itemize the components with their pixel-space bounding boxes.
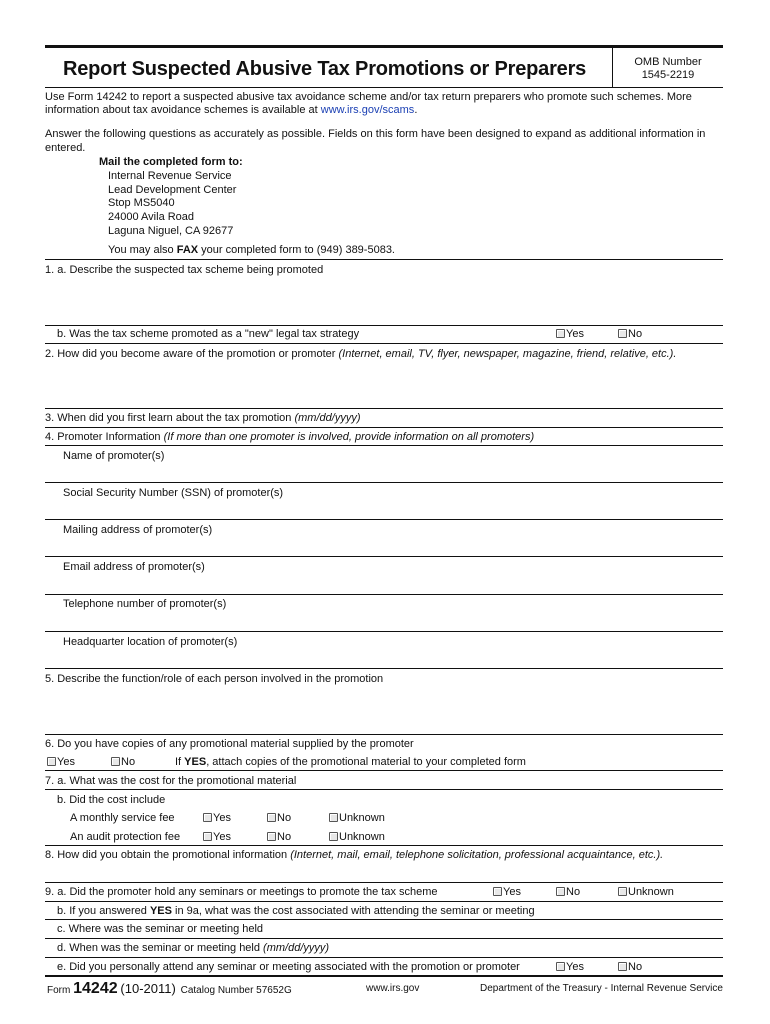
monthly-fee-label: A monthly service fee <box>70 812 175 824</box>
divider <box>45 259 723 260</box>
checkbox-icon[interactable] <box>111 757 120 766</box>
option-label: Yes <box>213 812 231 824</box>
q6-yes-option[interactable] <box>47 756 75 768</box>
checkbox-icon[interactable] <box>203 832 212 841</box>
checkbox-icon[interactable] <box>203 813 212 822</box>
checkbox-icon[interactable] <box>556 887 565 896</box>
answer-line[interactable] <box>45 556 723 557</box>
fax-prefix: You may also <box>108 244 177 256</box>
instructions-line-2: entered. <box>45 142 86 154</box>
answer-line[interactable] <box>45 631 723 632</box>
promoter-hq-label: Headquarter location of promoter(s) <box>63 636 238 648</box>
q6-no-option[interactable] <box>111 756 135 768</box>
checkbox-icon[interactable] <box>618 329 627 338</box>
option-label: Unknown <box>628 886 674 898</box>
audit-fee-label: An audit protection fee <box>70 831 181 843</box>
q8-label <box>45 849 663 863</box>
intro-line-2 <box>45 104 417 118</box>
divider <box>45 845 723 846</box>
omb-number: 1545-2219 <box>641 69 695 81</box>
option-label: Unknown <box>339 831 385 843</box>
option-label: Yes <box>57 756 75 768</box>
q6-if: If <box>175 756 185 768</box>
footer-department: Department of the Treasury - Internal Revenue Service <box>480 983 723 994</box>
form-revision: (10-2011) <box>120 981 176 996</box>
divider <box>45 770 723 771</box>
omb-label: OMB Number <box>634 56 702 68</box>
q9e-no-option[interactable] <box>618 961 642 973</box>
checkbox-icon[interactable] <box>556 962 565 971</box>
answer-line[interactable] <box>45 519 723 520</box>
q6-if-rest: , attach copies of the promotional material to your completed form <box>206 756 526 768</box>
promoter-email-label: Email address of promoter(s) <box>63 561 205 573</box>
q6-label: 6. Do you have copies of any promotional material supplied by the promoter <box>45 738 414 750</box>
promoter-address-label: Mailing address of promoter(s) <box>63 524 213 536</box>
option-label: No <box>277 831 292 843</box>
q9a-no-option[interactable] <box>556 886 580 898</box>
option-label: Yes <box>566 328 584 340</box>
q4-text: 4. Promoter Information <box>45 431 164 443</box>
scams-link[interactable]: www.irs.gov/scams <box>320 104 415 116</box>
checkbox-icon[interactable] <box>329 813 338 822</box>
answer-line[interactable] <box>45 668 723 669</box>
divider <box>45 901 723 902</box>
option-label: Yes <box>213 831 231 843</box>
monthly-fee-no-option[interactable] <box>267 812 291 824</box>
answer-line[interactable] <box>45 408 723 409</box>
option-label: No <box>277 812 292 824</box>
q9b-rest: in 9a, what was the cost associated with attending the seminar or meeting <box>171 905 535 917</box>
q1b-no-option[interactable] <box>618 328 642 340</box>
fax-suffix: your completed form to (949) 389-5083. <box>198 244 395 256</box>
q3-label <box>45 412 360 426</box>
q9a-unknown-option[interactable] <box>618 886 674 898</box>
checkbox-icon[interactable] <box>556 329 565 338</box>
monthly-fee-unknown-option[interactable] <box>329 812 385 824</box>
divider <box>45 445 723 446</box>
checkbox-icon[interactable] <box>267 832 276 841</box>
address-line: Lead Development Center <box>108 184 237 196</box>
answer-line[interactable] <box>45 919 723 920</box>
answer-line[interactable] <box>45 882 723 883</box>
checkbox-icon[interactable] <box>493 887 502 896</box>
option-label: Unknown <box>339 812 385 824</box>
q9e-label: e. Did you personally attend any seminar or meeting associated with the promotion or promoter <box>57 961 520 973</box>
answer-line[interactable] <box>45 938 723 939</box>
form-number: 14242 <box>73 980 118 997</box>
q9e-yes-option[interactable] <box>556 961 584 973</box>
address-line: Laguna Niguel, CA 92677 <box>108 225 234 237</box>
checkbox-icon[interactable] <box>618 887 627 896</box>
q9d-hint: (mm/dd/yyyy) <box>263 942 330 954</box>
q9b-text: b. If you answered <box>57 905 150 917</box>
q9b-label <box>57 905 535 919</box>
address-line: Internal Revenue Service <box>108 170 232 182</box>
q9a-yes-option[interactable] <box>493 886 521 898</box>
answer-line[interactable] <box>45 789 723 790</box>
q2-hint: (Internet, email, TV, flyer, newspaper, magazine, friend, relative, etc.). <box>338 348 677 360</box>
divider <box>45 343 723 344</box>
instructions-line-1: Answer the following questions as accurately as possible. Fields on this form have been designed to expand as additional information in <box>45 128 706 140</box>
checkbox-icon[interactable] <box>329 832 338 841</box>
q1a-label: 1. a. Describe the suspected tax scheme being promoted <box>45 264 324 276</box>
option-label: Yes <box>503 886 521 898</box>
promoter-phone-label: Telephone number of promoter(s) <box>63 598 227 610</box>
q5-label: 5. Describe the function/role of each person involved in the promotion <box>45 673 384 685</box>
q7b-label: b. Did the cost include <box>57 794 166 806</box>
option-label: No <box>628 961 643 973</box>
catalog-number: Catalog Number 57652G <box>180 985 292 996</box>
q9c-label: c. Where was the seminar or meeting held <box>57 923 264 935</box>
audit-fee-yes-option[interactable] <box>203 831 231 843</box>
form-label: Form <box>47 985 71 996</box>
footer-website: www.irs.gov <box>366 983 420 994</box>
q3-hint: (mm/dd/yyyy) <box>294 412 361 424</box>
form-title: Report Suspected Abusive Tax Promotions or Preparers <box>63 58 587 80</box>
address-line: 24000 Avila Road <box>108 211 195 223</box>
form-id <box>47 980 292 1000</box>
q7a-label: 7. a. What was the cost for the promotional material <box>45 775 297 787</box>
q3-text: 3. When did you first learn about the tax promotion <box>45 412 295 424</box>
audit-fee-unknown-option[interactable] <box>329 831 385 843</box>
q4-hint: (If more than one promoter is involved, provide information on all promoters) <box>163 431 535 443</box>
intro-line-2-text: information about tax avoidance schemes is available at <box>45 104 321 116</box>
divider <box>45 427 723 428</box>
q6-if-yes <box>175 756 526 770</box>
intro-line-1: Use Form 14242 to report a suspected abusive tax avoidance scheme and/or tax return preparers who promote such schemes. More <box>45 91 692 103</box>
answer-line[interactable] <box>45 325 723 326</box>
mail-heading: Mail the completed form to: <box>99 156 243 168</box>
fax-line <box>108 244 395 258</box>
q1b-yes-option[interactable] <box>556 328 584 340</box>
q9a-label: 9. a. Did the promoter hold any seminars or meetings to promote the tax scheme <box>45 886 438 898</box>
q2-label <box>45 348 676 362</box>
omb-box <box>612 48 723 88</box>
q1b-label: b. Was the tax scheme promoted as a "new" legal tax strategy <box>57 328 360 340</box>
option-label: No <box>121 756 136 768</box>
address-line: Stop MS5040 <box>108 197 175 209</box>
q9d-label <box>57 942 329 956</box>
answer-line[interactable] <box>45 482 723 483</box>
q8-text: 8. How did you obtain the promotional information <box>45 849 291 861</box>
intro-line-2-end: . <box>414 104 418 116</box>
checkbox-icon[interactable] <box>618 962 627 971</box>
fax-bold: FAX <box>176 244 199 256</box>
q2-text: 2. How did you become aware of the promotion or promoter <box>45 348 339 360</box>
q9d-text: d. When was the seminar or meeting held <box>57 942 264 954</box>
q9b-yes-bold: YES <box>149 905 172 917</box>
answer-line[interactable] <box>45 734 723 735</box>
option-label: No <box>628 328 643 340</box>
option-label: No <box>566 886 581 898</box>
option-label: Yes <box>566 961 584 973</box>
q4-label <box>45 431 534 445</box>
q8-hint: (Internet, mail, email, telephone solicitation, professional acquaintance, etc.). <box>290 849 664 861</box>
form-header <box>45 45 723 88</box>
checkbox-icon[interactable] <box>47 757 56 766</box>
checkbox-icon[interactable] <box>267 813 276 822</box>
promoter-name-label: Name of promoter(s) <box>63 450 165 462</box>
monthly-fee-yes-option[interactable] <box>203 812 231 824</box>
audit-fee-no-option[interactable] <box>267 831 291 843</box>
answer-line[interactable] <box>45 594 723 595</box>
promoter-ssn-label: Social Security Number (SSN) of promoter(s) <box>63 487 284 499</box>
q6-yes-bold: YES <box>184 756 207 768</box>
footer-rule <box>45 975 723 977</box>
answer-line[interactable] <box>45 957 723 958</box>
